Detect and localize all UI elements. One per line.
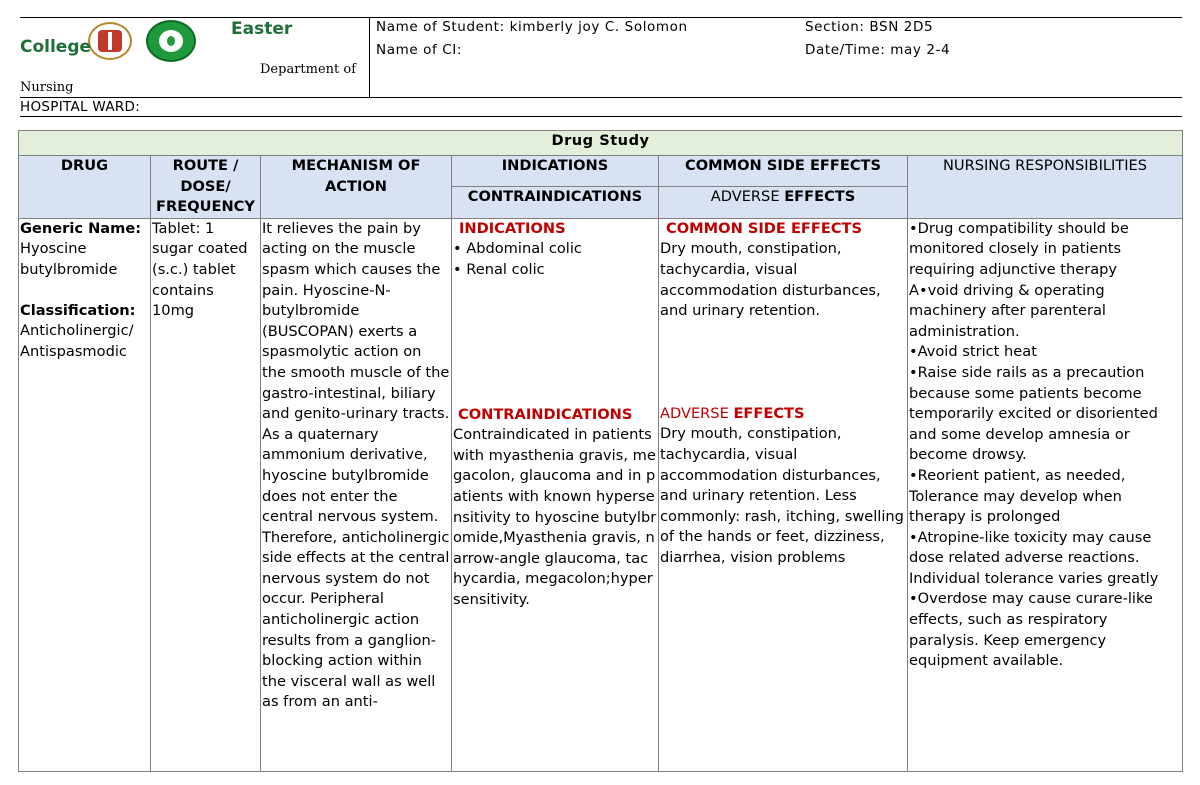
nursing-seal-icon [146,20,196,62]
nursing-item: •Reorient patient, as needed, Tolerance may develop when therapy is prolonged [909,466,1126,526]
contraindications-text: Contraindicated in patients with myasthenia gravis, megacolon, glaucoma and in patients with known hypersensitivity to hyoscine butylbromide,Myasthenia gravis, narrow-angle glaucoma, tachycardia, megacolon;hypersensitivity. [453,426,657,608]
section-label: Section: BSN 2D5 [805,19,934,35]
header-adverse-prefix: ADVERSE [710,188,780,206]
adverse-heading [660,404,906,425]
table-title: Drug Study [19,131,1183,156]
nursing-item: •Overdose may cause curare-like effects, such as respiratory paralysis. Keep emergency equipment available. [909,590,1153,670]
header-mechanism: MECHANISM OF ACTION [261,156,452,219]
indications-cell [452,218,659,771]
mechanism-cell: It relieves the pain by acting on the muscle spasm which causes the pain. Hyoscine-N-butylbromide (BUSCOPAN) exerts a spasmolytic action on the smooth muscle of the gastro-intestinal, biliary and genito-urinary tracts. As a quaternary ammonium derivative, hyoscine butylbromide does not enter the central nervous system. Therefore, anticholinergic side effects at the central nervous system do not occur. Peripheral anticholinergic action results from a ganglion-blocking action within the visceral wall as well as from an anti- [261,218,452,771]
student-name: Name of Student: kimberly joy C. Solomon [376,19,688,35]
drug-study-table [18,130,1183,772]
route-cell: Tablet: 1 sugar coated (s.c.) tablet contains 10mg [151,218,261,771]
adverse-effects-text: Dry mouth, constipation, tachycardia, visual accommodation disturbances, and urinary retention. Less commonly: rash, itching, swelling of the hands or feet, dizziness, diarrhea, vision problems [660,425,904,566]
contraindications-heading: CONTRAINDICATIONS [458,405,633,423]
common-side-effects-text: Dry mouth, constipation, tachycardia, visual accommodation disturbances, and urinary retention. [660,240,881,320]
nursing-item: •Drug compatibility should be monitored closely in patients requiring adjunctive therapy [909,219,1129,278]
nursing-item: A•void driving & operating machinery after parenteral administration. [909,281,1106,340]
ward-rule [20,116,1182,117]
header-route: ROUTE / DOSE/ FREQUENCY [151,156,261,219]
header-bottom-rule [20,97,1182,98]
datetime-label: Date/Time: may 2-4 [805,42,951,58]
indications-heading: INDICATIONS [459,219,566,237]
header-side-effects: COMMON SIDE EFFECTS [659,156,908,187]
header-top-rule [20,17,1182,18]
college-label: College [20,37,92,57]
indication-item: • Renal colic [453,260,545,278]
classification-label: Classification: [20,301,136,319]
header-adverse-suffix: EFFECTS [784,188,856,206]
adverse-heading-suffix: EFFECTS [733,404,805,422]
classification-value: Anticholinergic/ Antispasmodic [20,322,134,360]
nursing-item: •Avoid strict heat [909,343,1037,361]
nursing-item: •Atropine-like toxicity may cause dose related adverse reactions. Individual tolerance varies greatly [909,528,1159,587]
header-indications: INDICATIONS [452,156,659,187]
side-effects-heading: COMMON SIDE EFFECTS [666,219,863,237]
header-contraindications: CONTRAINDICATIONS [452,187,659,218]
ci-name: Name of CI: [376,42,462,58]
nursing-label: Nursing [20,80,74,95]
generic-name-label: Generic Name: [20,219,142,237]
hospital-ward: HOSPITAL WARD: [20,99,141,115]
header-nursing: NURSING RESPONSIBILITIES [908,156,1183,219]
header-drug: DRUG [19,156,151,219]
department-label: Department of [260,62,357,77]
easter-label: Easter [231,19,293,39]
nursing-item: •Raise side rails as a precaution because some patients become temporarily excited or disoriented and some develop amnesia or become drowsy. [909,363,1158,464]
drug-cell [19,218,151,771]
nursing-cell [908,218,1183,771]
adverse-heading-prefix: ADVERSE [660,404,729,422]
college-seal-icon [88,22,132,60]
generic-name-value: Hyoscine butylbromide [20,240,118,278]
header-adverse [659,187,908,218]
header-divider [369,17,370,98]
indication-item: • Abdominal colic [453,240,582,258]
side-effects-cell [659,218,908,771]
